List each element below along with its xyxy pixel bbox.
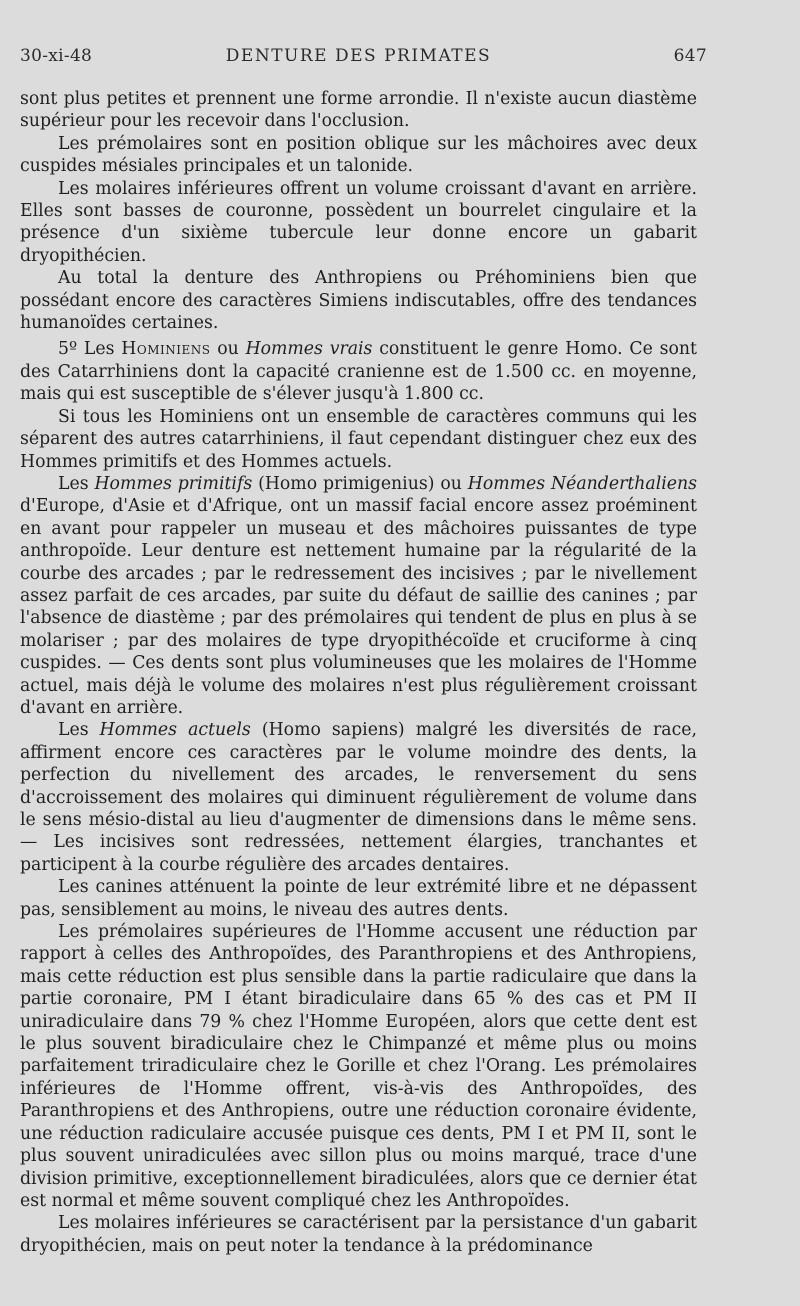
paragraph: sont plus petites et prennent une forme arrondie. Il n'existe aucun diastème supérieur pour les recevoir dans l'occlusion. [20, 89, 697, 132]
section-term: Hominiens [121, 339, 211, 360]
italic-term: Hommes primitifs [94, 473, 253, 494]
text-span: ou [210, 339, 246, 360]
page-number: 647 [673, 46, 707, 66]
section-number: 5º Les [58, 339, 122, 360]
paragraph: Les prémolaires supérieures de l'Homme accusent une réduction par rapport à celles des Anthropoïdes, des Paranthropiens et des Anthropiens, mais cette réduction est plus sensible dans la partie radiculaire que dans la partie coronaire, PM I étant biradiculaire dans 65 % des cas et PM II uniradiculaire dans 79 % chez l'Homme Européen, alors que cette dent est le plus souvent biradiculaire chez le Chimpanzé et même plus ou moins parfaitement triradiculaire chez le Gorille et chez l'Orang. Les prémolaires inférieures de l'Homme offrent, vis-à-vis des Anthropoïdes, des Paranthropiens et des Anthropiens, outre une réduction coronaire évidente, une réduction radiculaire accusée puisque ces dents, PM I et PM II, sont le plus souvent uniradiculées avec sillon plus ou moins marqué, trace d'une division primitive, exceptionnellement biradiculées, alors que ce dernier état est normal et même souvent compliqué chez les Anthropoïdes. [20, 922, 697, 1211]
italic-term: Hommes Néanderthaliens [467, 473, 697, 494]
italic-term: Hommes vrais [245, 339, 373, 360]
paragraph: Les molaires inférieures offrent un volume croissant d'avant en arrière. Elles sont basses de couronne, possèdent un bourrelet cingulaire et la présence d'un sixième tubercule leur donne encore un gabarit dryopithécien. [20, 178, 697, 266]
text-span: Les [58, 720, 100, 741]
paragraph-hommes-actuels [20, 719, 697, 876]
italic-term: Hommes actuels [99, 720, 251, 741]
paragraph-hommes-primitifs [20, 473, 697, 719]
header-date: 30-xi-48 [20, 46, 93, 66]
body-text [20, 88, 697, 1257]
paragraph: Les prémolaires sont en position oblique sur les mâchoires avec deux cuspides mésiales principales et un talonide. [20, 133, 697, 177]
paragraph: Les molaires inférieures se caractérisent par la persistance d'un gabarit dryopithécien, mais on peut noter la tendance à la prédominance [20, 1213, 697, 1256]
header-title: DENTURE DES PRIMATES [225, 46, 492, 66]
text-span: d'Europe, d'Asie et d'Afrique, ont un massif facial encore assez proéminent en avant pour rappeler un museau et des mâchoires puissantes de type anthropoïde. Leur denture est nettement humaine par la régularité de la courbe des arcades ; par le redressement des incisives ; par le nivellement assez parfait de ces arcades, par suite du défaut de saillie des canines ; par l'absence de diastème ; par des prémolaires qui tendent de plus en plus à se molariser ; par des molaires de type dryopithécoïde et cruciforme à cinq cuspides. — Ces dents sont plus volumineuses que les molaires de l'Homme actuel, mais déjà le volume des molaires n'est plus régulièrement croissant d'avant en arrière. [20, 496, 697, 718]
text-span: (Homo sapiens) malgré les diversités de race, affirment encore ces caractères par le volume moindre des dents, la perfection du nivellement des arcades, le renversement du sens d'accroissement des molaires qui diminuent régulièrement de volume dans le sens mésio-distal au lieu d'augmenter de dimensions dans le même sens. — Les incisives sont redressées, nettement élargies, tranchantes et participent à la courbe régulière des arcades dentaires. [20, 720, 697, 875]
paragraph: Si tous les Hominiens ont un ensemble de caractères communs qui les séparent des autres catarrhiniens, il faut cependant distinguer chez eux des Hommes primitifs et des Hommes actuels. [20, 406, 697, 472]
paragraph: Au total la denture des Anthropiens ou Préhominiens bien que possédant encore des caractères Simiens indiscutables, offre des tendances humanoïdes certaines. [20, 268, 697, 334]
running-header [20, 46, 707, 76]
paragraph-hominiens [20, 338, 697, 405]
text-span: constituent le genre Homo. Ce sont des Catarrhiniens dont la capacité cranienne est de 1.500 cc. en moyenne, mais qui est susceptible de s'élever jusqu'à 1.800 cc. [20, 339, 697, 405]
text-span: Les [58, 473, 95, 494]
paragraph: Les canines atténuent la pointe de leur extrémité libre et ne dépassent pas, sensiblement au moins, le niveau des autres dents. [20, 877, 697, 920]
text-span: (Homo primigenius) ou [252, 473, 468, 494]
